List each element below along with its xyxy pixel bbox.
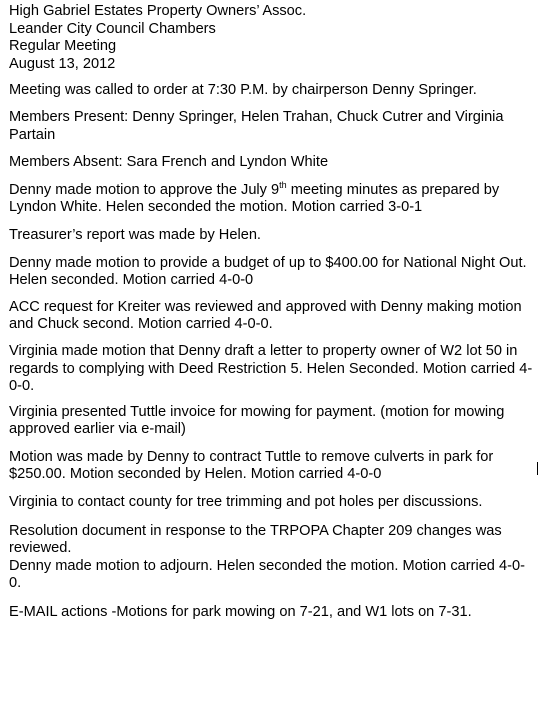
resolution-paragraph: Resolution document in response to the TRPOPA Chapter 209 changes was reviewed. (9, 522, 502, 557)
meeting-type: Regular Meeting (9, 38, 117, 55)
acc-request-paragraph: ACC request for Kreiter was reviewed and approved with Denny making motion and Chuck second. Motion carried 4-0-0. (9, 298, 522, 333)
meeting-minutes-document (9, 3, 535, 622)
meeting-location: Leander City Council Chambers (9, 20, 216, 37)
culverts-paragraph: Motion was made by Denny to contract Tuttle to remove culverts in park for $250.00. Motion seconded by Helen. Motion carried 4-0-0 (9, 448, 494, 483)
treasurer-report-paragraph: Treasurer’s report was made by Helen. (9, 226, 261, 243)
call-to-order-paragraph: Meeting was called to order at 7:30 P.M. by chairperson Denny Springer. (9, 82, 477, 99)
county-contact-paragraph: Virginia to contact county for tree trimming and pot holes per discussions. (9, 494, 483, 511)
deed-restriction-paragraph: Virginia made motion that Denny draft a letter to property owner of W2 lot 50 in regards to complying with Deed Restriction 5. Helen Seconded. Motion carried 4-0-0. (9, 342, 533, 395)
email-actions-paragraph: E-MAIL actions -Motions for park mowing on 7-21, and W1 lots on 7-31. (9, 604, 472, 621)
minutes-approval-text-b: meeting minutes as prepared by Lyndon White. Helen seconded the motion. Motion carried 3-0-1 (9, 181, 500, 216)
minutes-approval-paragraph (9, 179, 535, 217)
margin-mark (537, 462, 538, 475)
org-name: High Gabriel Estates Property Owners’ Assoc. (9, 3, 307, 19)
national-night-out-paragraph: Denny made motion to provide a budget of up to $400.00 for National Night Out. Helen seconded. Motion carried 4-0-0 (9, 254, 527, 289)
members-present-paragraph: Members Present: Denny Springer, Helen Trahan, Chuck Cutrer and Virginia Partain (9, 108, 504, 143)
adjourn-paragraph: Denny made motion to adjourn. Helen seconded the motion. Motion carried 4-0-0. (9, 557, 525, 592)
document-header (9, 3, 535, 73)
minutes-approval-ordinal: th (279, 179, 287, 190)
tuttle-invoice-paragraph: Virginia presented Tuttle invoice for mowing for payment. (motion for mowing approved earlier via e-mail) (9, 403, 505, 438)
meeting-date: August 13, 2012 (9, 55, 116, 72)
minutes-approval-text-a: Denny made motion to approve the July 9 (9, 181, 280, 198)
members-absent-paragraph: Members Absent: Sara French and Lyndon White (9, 154, 329, 171)
